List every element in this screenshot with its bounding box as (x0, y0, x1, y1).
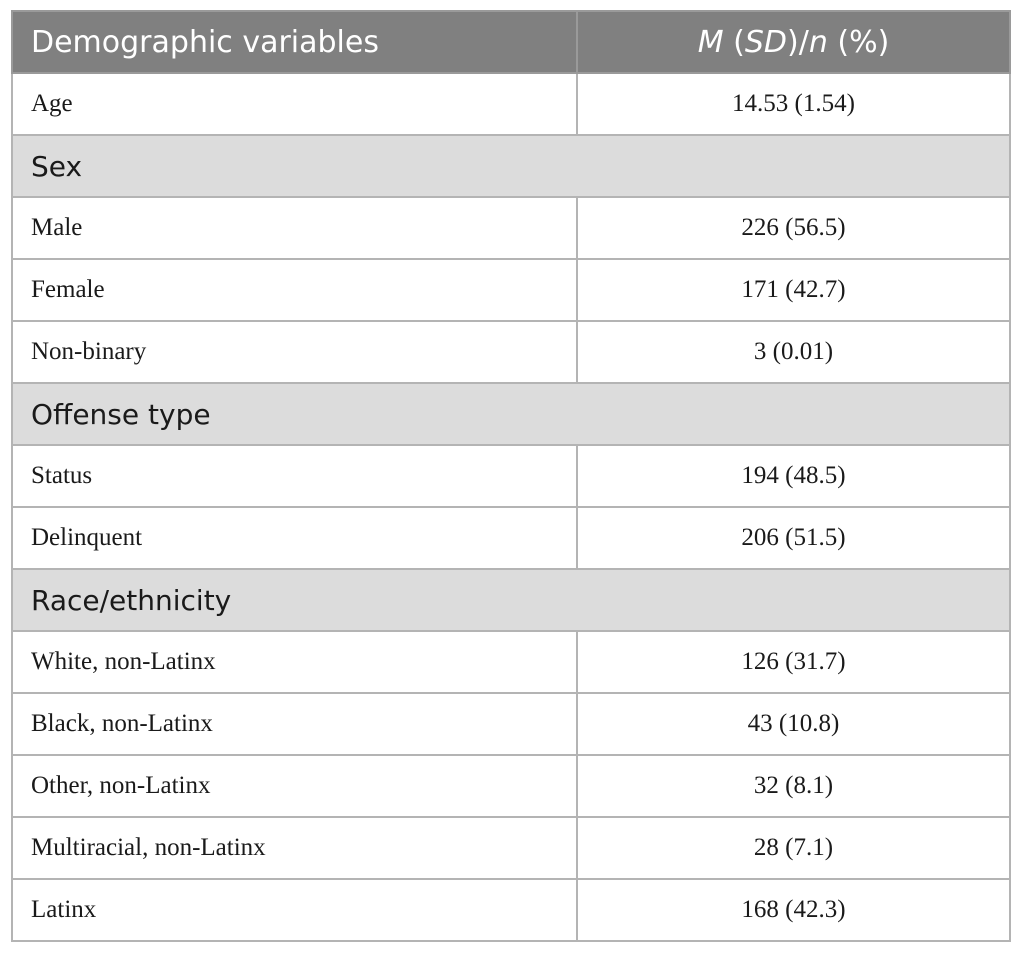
section-label: Offense type (12, 383, 1010, 445)
header-demographic-variables: Demographic variables (12, 11, 577, 73)
row-value: 226 (56.5) (577, 197, 1010, 259)
row-label: Male (12, 197, 577, 259)
row-value: 194 (48.5) (577, 445, 1010, 507)
table-body (12, 73, 1010, 941)
row-value: 206 (51.5) (577, 507, 1010, 569)
demographics-table (11, 10, 1011, 942)
section-row (12, 569, 1010, 631)
row-label: Black, non-Latinx (12, 693, 577, 755)
table-row (12, 73, 1010, 135)
row-value: 14.53 (1.54) (577, 73, 1010, 135)
row-label: Other, non-Latinx (12, 755, 577, 817)
table-row (12, 507, 1010, 569)
header-pct: (%) (837, 24, 890, 60)
table-row (12, 693, 1010, 755)
row-value: 126 (31.7) (577, 631, 1010, 693)
row-label: White, non-Latinx (12, 631, 577, 693)
demographics-table-container (11, 10, 1009, 942)
table-row (12, 321, 1010, 383)
section-label: Race/ethnicity (12, 569, 1010, 631)
row-value: 32 (8.1) (577, 755, 1010, 817)
row-value: 28 (7.1) (577, 817, 1010, 879)
row-label: Status (12, 445, 577, 507)
table-row (12, 755, 1010, 817)
row-value: 171 (42.7) (577, 259, 1010, 321)
row-label: Multiracial, non-Latinx (12, 817, 577, 879)
table-row (12, 197, 1010, 259)
section-row (12, 383, 1010, 445)
row-label: Female (12, 259, 577, 321)
table-header-row (12, 11, 1010, 73)
row-label: Age (12, 73, 577, 135)
section-label: Sex (12, 135, 1010, 197)
table-row (12, 631, 1010, 693)
header-m: M (697, 24, 724, 60)
row-label: Latinx (12, 879, 577, 941)
header-statistics: M (SD)/n (%) (577, 11, 1010, 73)
table-row (12, 445, 1010, 507)
row-label: Delinquent (12, 507, 577, 569)
section-row (12, 135, 1010, 197)
row-value: 3 (0.01) (577, 321, 1010, 383)
row-value: 168 (42.3) (577, 879, 1010, 941)
table-row (12, 259, 1010, 321)
table-row (12, 817, 1010, 879)
table-row (12, 879, 1010, 941)
row-label: Non-binary (12, 321, 577, 383)
row-value: 43 (10.8) (577, 693, 1010, 755)
header-n: n (808, 24, 828, 60)
header-sd: SD (744, 24, 787, 60)
